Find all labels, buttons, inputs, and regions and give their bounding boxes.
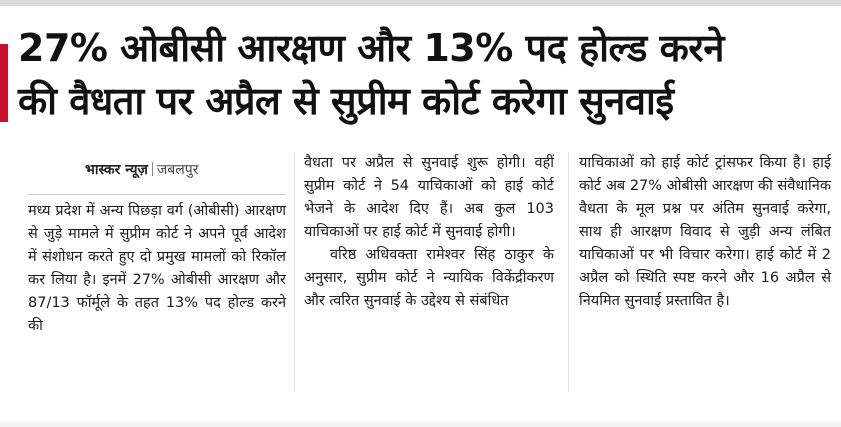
byline-separator <box>152 162 153 176</box>
column-2-paragraph-1: वैधता पर अप्रैल से सुनवाई शुरू होगी। वहीं सुप्रीम कोर्ट ने 54 याचिकाओं को हाई कोर्ट भेजने के आदेश दिए हैं। अब कुल 103 याचिकाओं पर हाई कोर्ट में सुनवाई होगी। <box>304 155 554 240</box>
byline-source: भास्कर न्यूज़ <box>85 162 148 178</box>
headline <box>18 22 833 128</box>
headline-line-2: की वैधता पर अप्रैल से सुप्रीम कोर्ट करेगा सुनवाई <box>18 79 674 123</box>
headline-accent-bar <box>0 44 8 122</box>
article-column-2 <box>304 152 554 313</box>
column-1-paragraph-1: मध्य प्रदेश में अन्य पिछड़ा वर्ग (ओबीसी) आरक्षण से जुड़े मामले में सुप्रीम कोर्ट ने अपने पूर्व आदेश में संशोधन करते हुए दो प्रमुख मामलों को रिकॉल कर लिया है। इनमें 27% ओबीसी आरक्षण और 87/13 फॉर्मूले के तहत 13% पद होल्ड करने की <box>28 203 286 334</box>
bottom-edge <box>0 418 841 427</box>
column-3-paragraph-1: याचिकाओं को हाई कोर्ट ट्रांसफर किया है। हाई कोर्ट अब 27% ओबीसी आरक्षण की संवैधानिक वैधता के मूल प्रश्न पर अंतिम सुनवाई करेगा, साथ ही आरक्षण विवाद से जुड़ी अन्य लंबित याचिकाओं पर भी विचार करेगा। हाई कोर्ट में 2 अप्रैल को स्थिति स्पष्ट करने और 16 अप्रैल से नियमित सुनवाई प्रस्तावित है। <box>579 155 831 309</box>
column-divider-2 <box>568 152 569 392</box>
column-2-paragraph-2: वरिष्ठ अधिवक्ता रामेश्वर सिंह ठाकुर के अनुसार, सुप्रीम कोर्ट ने न्यायिक विकेंद्रीकरण और त्वरित सुनवाई के उद्देश्य से संबंधित <box>304 247 554 309</box>
byline-divider <box>28 194 286 195</box>
byline-place: जबलपुर <box>156 162 199 178</box>
article-column-1 <box>28 200 286 338</box>
headline-line-1: 27% ओबीसी आरक्षण और 13% पद होल्ड करने <box>18 26 724 70</box>
byline <box>85 160 198 179</box>
column-divider-1 <box>294 152 295 392</box>
top-border <box>0 0 841 6</box>
article-column-3 <box>579 152 831 313</box>
